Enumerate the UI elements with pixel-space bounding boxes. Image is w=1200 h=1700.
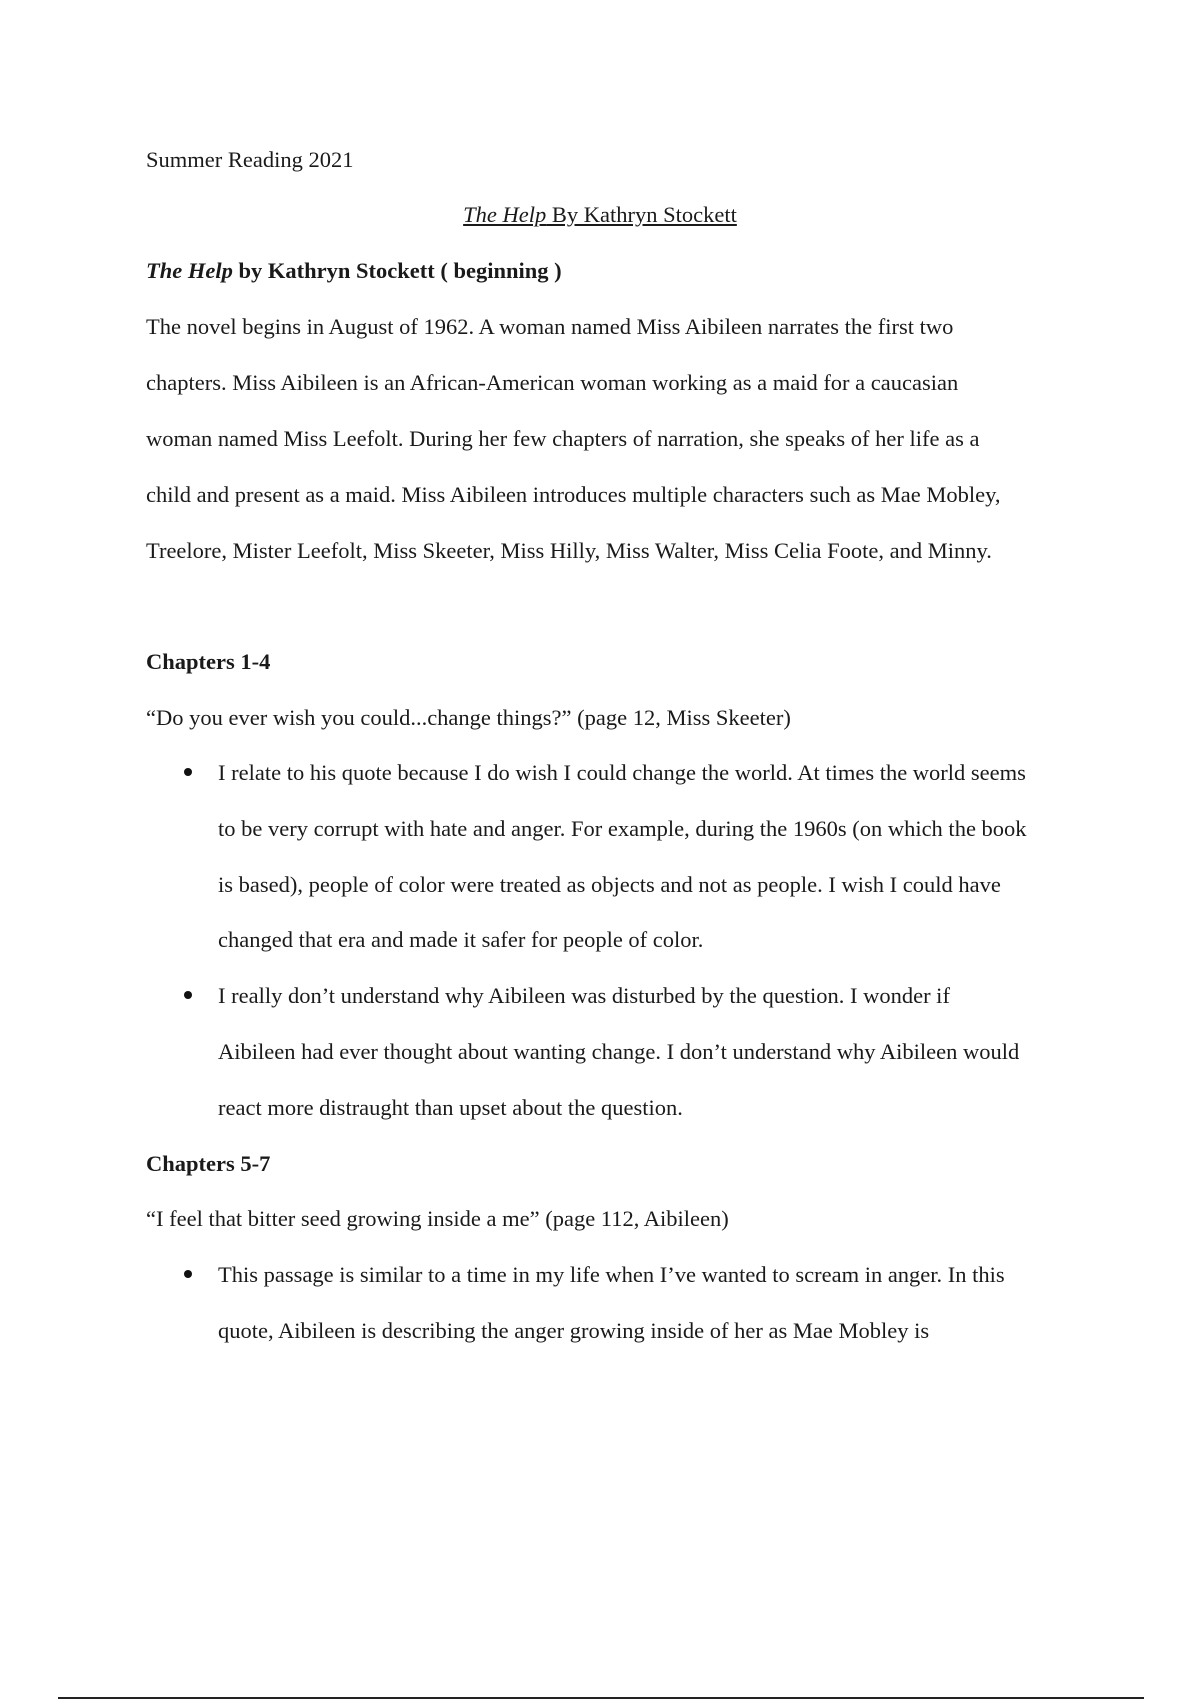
intro-line: Treelore, Mister Leefolt, Miss Skeeter, Miss Hilly, Miss Walter, Miss Celia Foote, and Minny. — [146, 538, 992, 563]
section-heading-chapters-1-4: Chapters 1-4 — [146, 649, 271, 674]
bullet-line: to be very corrupt with hate and anger. For example, during the 1960s (on which the book — [218, 816, 1027, 841]
intro-heading-book: The Help — [146, 258, 233, 283]
document-title — [0, 200, 1200, 230]
intro-line: child and present as a maid. Miss Aibileen introduces multiple characters such as Mae Mobley, — [146, 482, 1001, 507]
bullet-line: changed that era and made it safer for people of color. — [218, 927, 704, 952]
intro-line: woman named Miss Leefolt. During her few chapters of narration, she speaks of her life as a — [146, 426, 980, 451]
section-heading-chapters-5-7: Chapters 5-7 — [146, 1151, 271, 1176]
bullet-line: This passage is similar to a time in my life when I’ve wanted to scream in anger. In this — [218, 1262, 1005, 1287]
bullet-line: I relate to his quote because I do wish I could change the world. At times the world seems — [218, 760, 1026, 785]
bullet-line: I really don’t understand why Aibileen was disturbed by the question. I wonder if — [218, 983, 950, 1008]
title-author: By Kathryn Stockett — [546, 202, 737, 227]
title-underlined — [463, 202, 737, 227]
bullet-line: react more distraught than upset about the question. — [218, 1095, 683, 1120]
bullet-icon — [184, 1270, 192, 1278]
course-line: Summer Reading 2021 — [146, 147, 354, 172]
bullet-icon — [184, 991, 192, 999]
bullet-line: quote, Aibileen is describing the anger growing inside of her as Mae Mobley is — [218, 1318, 930, 1343]
title-book-name: The Help — [463, 202, 547, 227]
section1-quote: “Do you ever wish you could...change things?” (page 12, Miss Skeeter) — [146, 705, 791, 730]
intro-heading-rest: by Kathryn Stockett ( beginning ) — [232, 258, 562, 283]
intro-heading — [146, 256, 562, 286]
bullet-line: Aibileen had ever thought about wanting change. I don’t understand why Aibileen would — [218, 1039, 1020, 1064]
bullet-icon — [184, 768, 192, 776]
intro-line: chapters. Miss Aibileen is an African-American woman working as a maid for a caucasian — [146, 370, 959, 395]
page-bottom-divider — [58, 1697, 1144, 1699]
section2-quote: “I feel that bitter seed growing inside a me” (page 112, Aibileen) — [146, 1206, 729, 1231]
bullet-line: is based), people of color were treated as objects and not as people. I wish I could have — [218, 872, 1001, 897]
intro-line: The novel begins in August of 1962. A woman named Miss Aibileen narrates the first two — [146, 314, 954, 339]
